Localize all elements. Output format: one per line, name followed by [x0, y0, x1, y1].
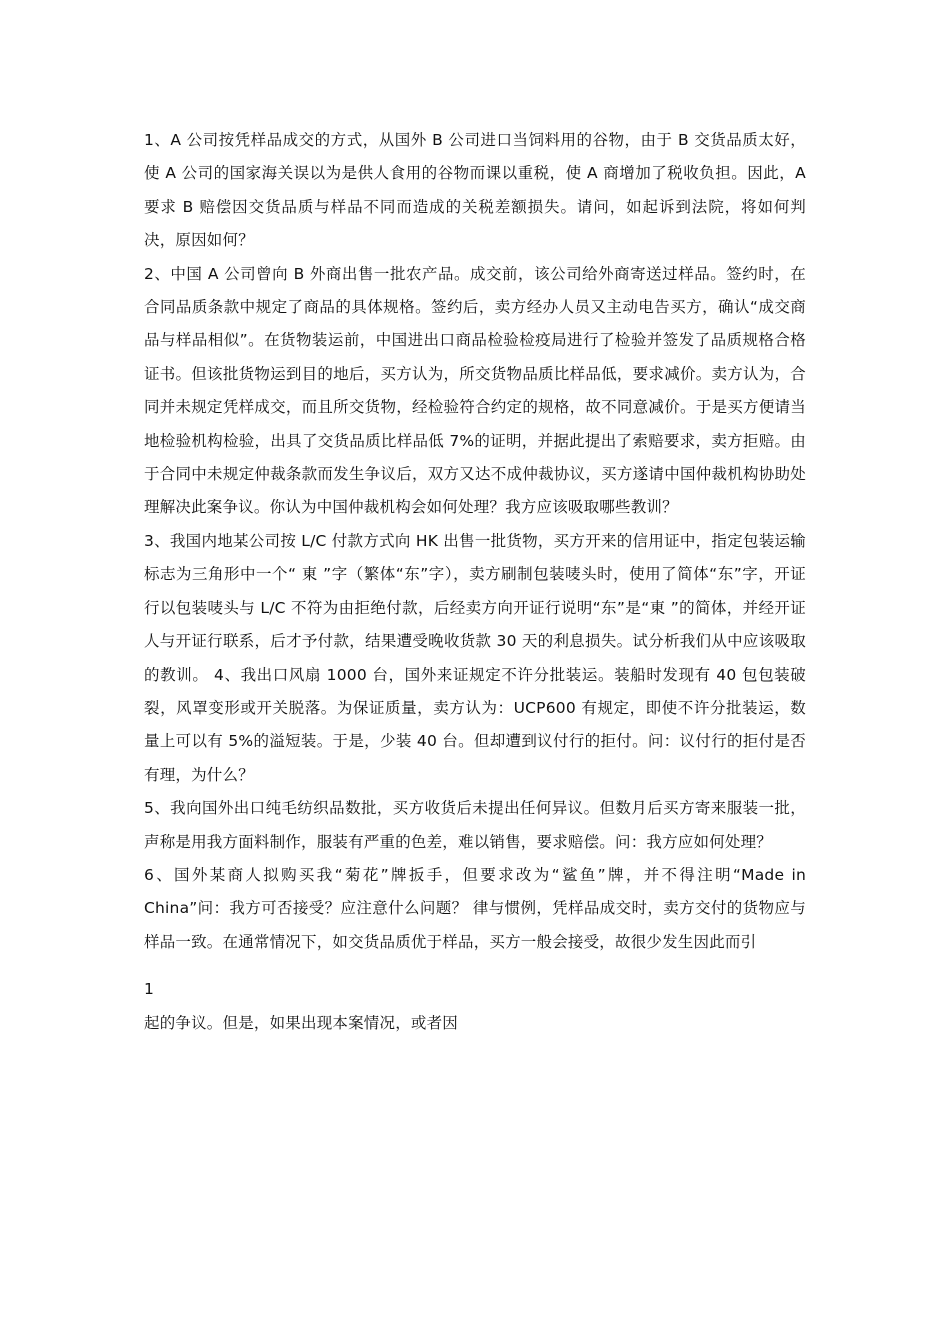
- continuation-text: 起的争议。但是，如果出现本案情况，或者因: [144, 1013, 459, 1032]
- paragraph-case-1: 1、A 公司按凭样品成交的方式，从国外 B 公司进口当饲料用的谷物，由于 B 交货品质太好，使 A 公司的国家海关误以为是供人食用的谷物而课以重税，使 A 商增加了税收负担。因此，A 要求 B 赔偿因交货品质与样品不同而造成的关税差额损失。请问，如起诉到法院，将如何判决，原因如何？: [144, 131, 806, 250]
- document-body: [144, 124, 806, 1040]
- paragraph-case-5: 5、我向国外出口纯毛纺织品数批，买方收货后未提出任何异议。但数月后买方寄来服装一批，声称是用我方面料制作，服装有严重的色差，难以销售，要求赔偿。问：我方应如何处理？: [144, 799, 806, 851]
- paragraph-case-3-4: 3、我国内地某公司按 L/C 付款方式向 HK 出售一批货物，买方开来的信用证中，指定包装运输标志为三角形中一个“ 東 ”字（繁体“东”字），卖方刷制包装唛头时，使用了简体“东”字，开证行以包装唛头与 L/C 不符为由拒绝付款，后经卖方向开证行说明“东”是“東 ”的简体，并经开证人与开证行联系，后才予付款，结果遭受晚收货款 30 天的利息损失。试分析我们从中应该吸取的教训。 4、我出口风扇 1000 台，国外来证规定不许分批装运。装船时发现有 40 包包装破裂，风罩变形或开关脱落。为保证质量，卖方认为：UCP600 有规定，即使不许分批装运，数量上可以有 5%的溢短装。于是，少装 40 台。但却遭到议付行的拒付。问：议付行的拒付是否有理，为什么？: [144, 531, 806, 784]
- paragraph-case-6: 6、国外某商人拟购买我“菊花”牌扳手，但要求改为“鲨鱼”牌，并不得注明“Made in China”问：我方可否接受？应注意什么问题？ 律与惯例，凭样品成交时，卖方交付的货物应与样品一致。在通常情况下，如交货品质优于样品，买方一般会接受，故很少发生因此而引: [144, 865, 806, 951]
- paragraph-case-2: 2、中国 A 公司曾向 B 外商出售一批农产品。成交前，该公司给外商寄送过样品。签约时，在合同品质条款中规定了商品的具体规格。签约后，卖方经办人员又主动电告买方，确认“成交商品与样品相似”。在货物装运前，中国进出口商品检验检疫局进行了检验并签发了品质规格合格证书。但该批货物运到目的地后，买方认为，所交货物品质比样品低，要求减价。卖方认为，合同并未规定凭样成交，而且所交货物，经检验符合约定的规格，故不同意减价。于是买方便请当地检验机构检验，出具了交货品质比样品低 7%的证明，并据此提出了索赔要求，卖方拒赔。由于合同中未规定仲裁条款而发生争议后，双方又达不成仲裁协议，买方遂请中国仲裁机构协助处理解决此案争议。你认为中国仲裁机构会如何处理？我方应该吸取哪些教训？: [144, 264, 806, 517]
- page-number: 1: [144, 980, 155, 999]
